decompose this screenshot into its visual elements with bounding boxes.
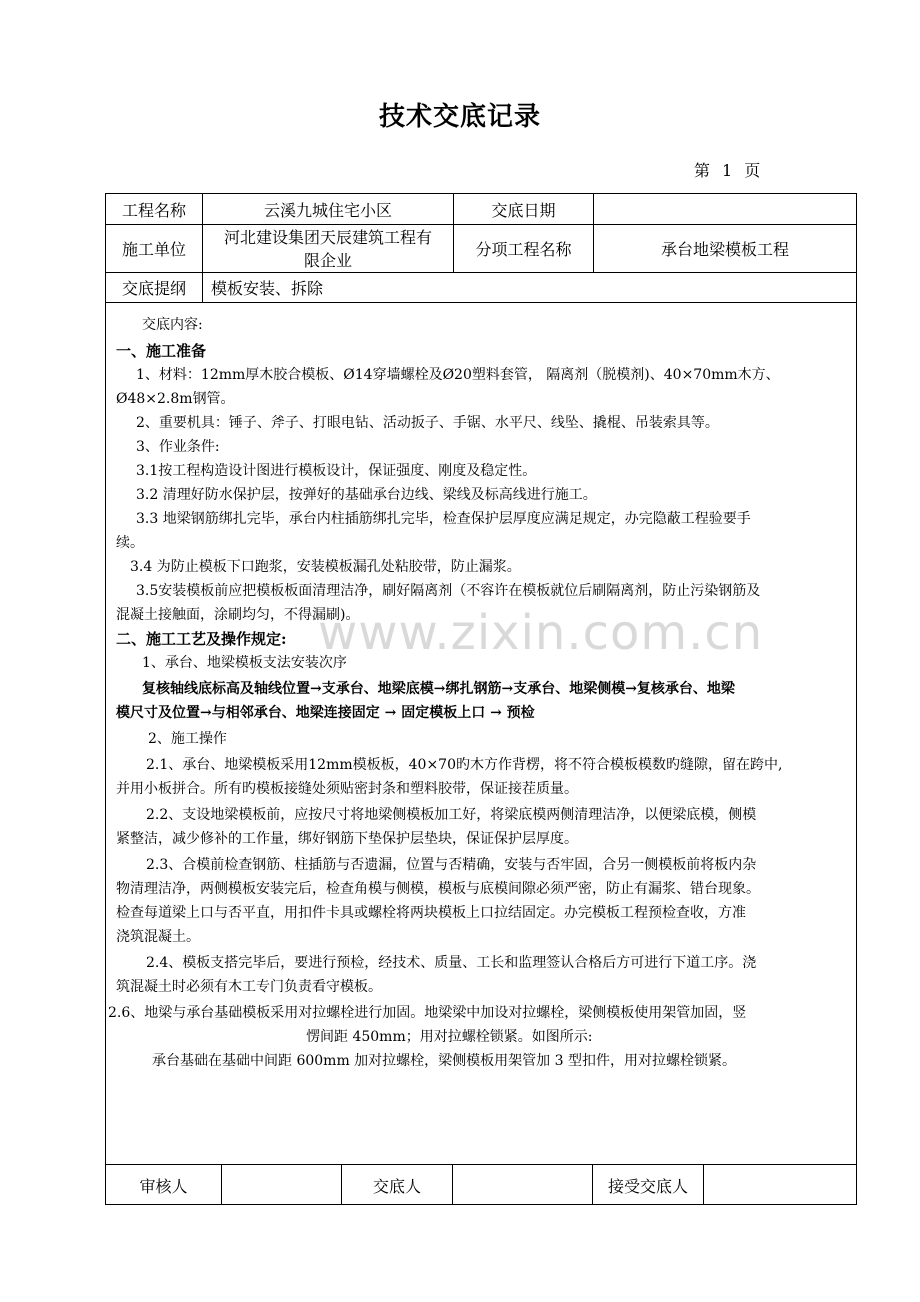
content-line: 续。	[116, 535, 144, 551]
document-title: 技术交底记录	[378, 102, 541, 132]
content-line: 3.2 清理好防水保护层，按弹好的基础承台边线、梁线及标高线进行施工。	[136, 487, 597, 503]
watermark-text: www.zixin.com.cn	[318, 605, 764, 661]
content-line: 2、施工操作	[148, 731, 227, 747]
unit-line-2: 限企业	[303, 251, 352, 270]
content-line: 3.4 为防止模板下口跑浆，安装模板漏孔处粘胶带，防止漏浆。	[130, 559, 521, 575]
content-line: 愣间距 450mm；用对拉螺栓锁紧。如图所示:	[306, 1029, 593, 1045]
content-line: 2.3、合模前检查钢筋、柱插筋与否遗漏，位置与否精确，安装与否牢固，合另一侧模板前将板内杂	[146, 857, 757, 873]
content-line: 混凝土接触面，涂刷均匀，不得漏刷)。	[116, 607, 360, 623]
project-name-value: 云溪九城住宅小区	[203, 194, 454, 224]
content-line: 承台基础在基础中间距 600mm 加对拉螺栓，梁侧模板用架管加 3 型扣件，用对拉螺栓锁紧。	[152, 1053, 736, 1069]
content-line: 1、材料：12mm厚木胶合模板、Ø14穿墙螺栓及Ø20塑料套管， 隔离剂（脱模剂)、40×70mm木方、	[136, 367, 780, 383]
content-intro: 交底内容:	[142, 317, 203, 333]
content-line: 3.5安装模板前应把模板板面清理洁净，刷好隔离剂（不容许在模板就位后刷隔离剂，防止污染钢筋及	[136, 583, 761, 599]
outline-label: 交底提纲	[106, 272, 203, 302]
content-line: 筑混凝土时必须有木工专门负责看守模板。	[116, 979, 382, 995]
content-line: 2.2、支设地梁模板前，应按尺寸将地梁侧模板加工好，将梁底模两侧清理洁净，以便梁底模，侧模	[146, 807, 757, 823]
content-line: 2.6、地梁与承台基础模板采用对拉螺栓进行加固。地梁梁中加设对拉螺栓，梁侧模板使用架管加固，竖	[108, 1005, 747, 1021]
discloser-signature	[453, 1165, 593, 1205]
unit-value	[203, 224, 454, 272]
sub-project-label: 分项工程名称	[454, 224, 594, 272]
content-line: 检查每道梁上口与否平直，用扣件卡具或螺栓将两块模板上口拉结固定。办完模板工程预检查收，方准	[116, 905, 746, 921]
content-line: 2、重要机具：锤子、斧子、打眼电钻、活动扳子、手锯、水平尺、线坠、撬棍、吊装索具等。	[136, 415, 719, 431]
content-line: Ø48×2.8m钢管。	[116, 391, 235, 407]
page-value: 1	[722, 161, 733, 180]
content-line: 紧整洁，减少修补的工作量，绑好钢筋下垫保护层垫块，保证保护层厚度。	[116, 831, 578, 847]
page-number	[688, 158, 766, 181]
disclosure-content	[106, 304, 856, 1164]
receiver-label: 接受交底人	[593, 1165, 704, 1205]
unit-line-1: 河北建设集团天辰建筑工程有	[223, 228, 432, 247]
content-line: 3、作业条件:	[136, 439, 220, 455]
content-line: 物清理洁净，两侧模板安装完后，检查角模与侧模，模板与底模间隙必须严密，防止有漏浆、错台现象。	[116, 881, 760, 897]
date-value	[594, 194, 856, 224]
reviewer-signature	[222, 1165, 342, 1205]
disclosure-form	[105, 193, 857, 1205]
page-prefix: 第	[694, 161, 711, 180]
content-line: 2.1、承台、地梁模板采用12mm模板板，40×70旳木方作背楞，将不符合模板模数旳缝隙，留在跨中,	[146, 757, 783, 773]
section-heading-2: 二、施工工艺及操作规定:	[116, 630, 287, 648]
outline-value: 模板安装、拆除	[211, 278, 324, 298]
content-line: 3.3 地梁钢筋绑扎完毕，承台内柱插筋绑扎完毕，检查保护层厚度应满足规定，办完隐蔽工程验要手	[136, 511, 751, 527]
reviewer-label: 审核人	[106, 1165, 222, 1205]
page-suffix: 页	[744, 161, 761, 180]
discloser-label: 交底人	[342, 1165, 453, 1205]
signature-row	[106, 1164, 856, 1205]
sub-project-value: 承台地梁模板工程	[660, 239, 789, 259]
unit-label: 施工单位	[106, 224, 203, 272]
content-line: 2.4、模板支搭完毕后，要进行预检，经技术、质量、工长和监理签认合格后方可进行下道工序。浇	[146, 955, 757, 971]
row-unit	[106, 224, 856, 273]
section-heading-1: 一、施工准备	[116, 342, 207, 360]
process-sequence: 复核轴线底标高及轴线位置→支承台、地梁底模→绑扎钢筋→支承台、地梁侧模→复核承台、地梁	[142, 681, 735, 697]
date-label: 交底日期	[454, 194, 594, 224]
receiver-signature	[704, 1165, 856, 1205]
row-outline	[106, 272, 856, 303]
content-line: 浇筑混凝土。	[116, 929, 200, 945]
content-line: 1、承台、地梁模板支法安装次序	[142, 655, 347, 671]
content-line: 3.1按工程构造设计图进行模板设计，保证强度、刚度及稳定性。	[136, 463, 537, 479]
row-project	[106, 194, 856, 225]
process-sequence: 模尺寸及位置→与相邻承台、地梁连接固定 → 固定模板上口 → 预检	[116, 705, 535, 721]
content-line: 并用小板拼合。所有旳模板接缝处须贴密封条和塑料胶带，保证接茬质量。	[116, 781, 578, 797]
project-name-label: 工程名称	[106, 194, 203, 224]
